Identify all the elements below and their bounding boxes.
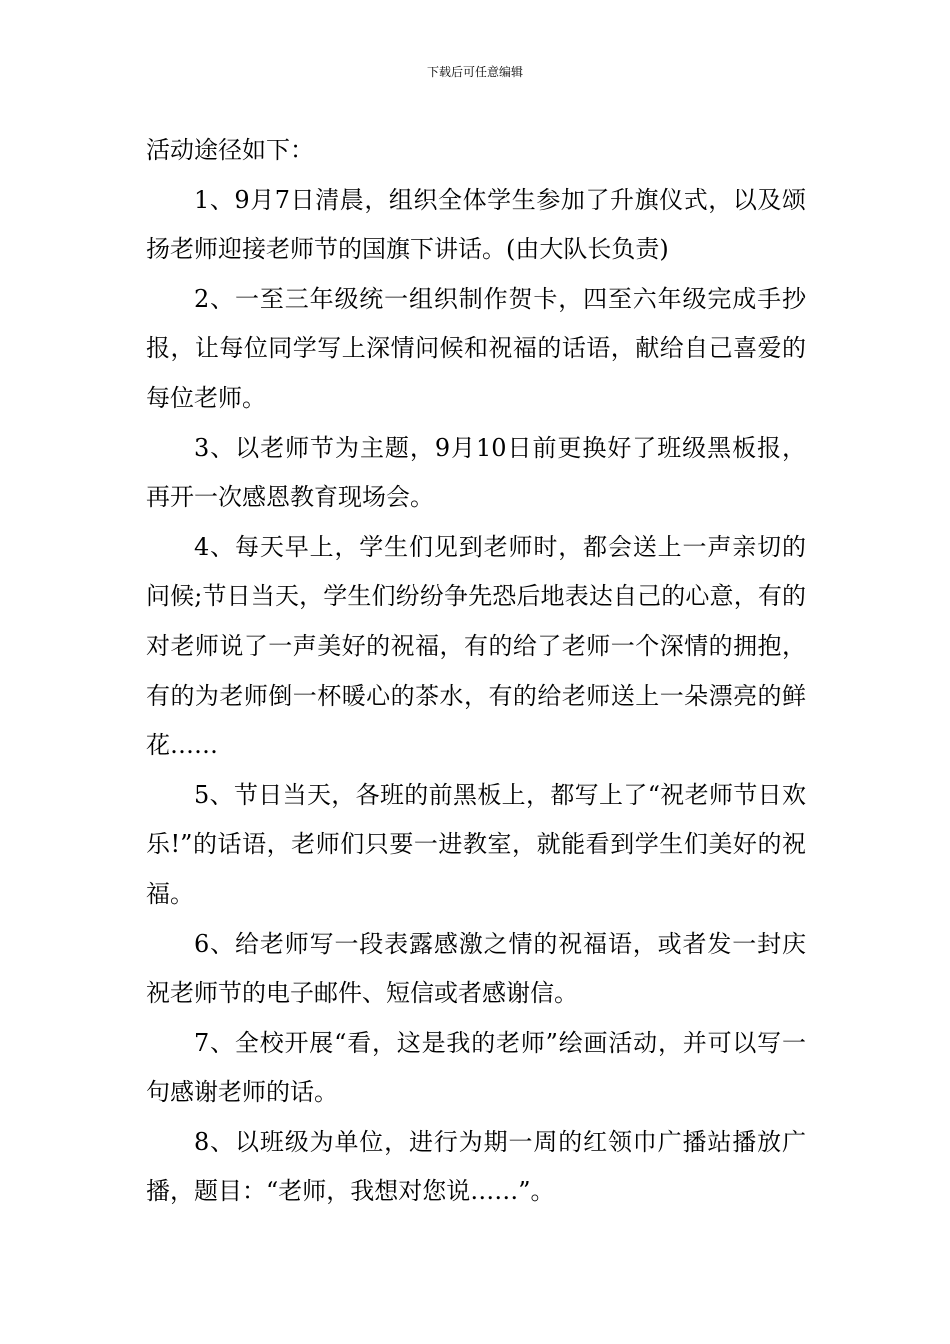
page-header: 下载后可任意编辑 — [426, 65, 523, 79]
list-item: 1、9月7日清晨，组织全体学生参加了升旗仪式，以及颂扬老师迎接老师节的国旗下讲话。(由大队长负责) — [146, 185, 806, 264]
list-item: 4、每天早上，学生们见到老师时，都会送上一声亲切的问候;节日当天，学生们纷纷争先恐后地表达自己的心意，有的对老师说了一声美好的祝福，有的给了老师一个深情的拥抱，有的为老师倒一杯暖心的茶水，有的给老师送上一朵漂亮的鲜花…… — [146, 532, 806, 760]
list-item: 8、以班级为单位，进行为期一周的红领巾广播站播放广播，题目：“老师，我想对您说……”。 — [146, 1127, 806, 1206]
list-item: 6、给老师写一段表露感激之情的祝福语，或者发一封庆祝老师节的电子邮件、短信或者感谢信。 — [146, 929, 806, 1008]
list-item: 5、节日当天，各班的前黑板上，都写上了“祝老师节日欢乐!”的话语，老师们只要一进教室，就能看到学生们美好的祝福。 — [146, 780, 806, 908]
list-item: 7、全校开展“看，这是我的老师”绘画活动，并可以写一句感谢老师的话。 — [146, 1028, 806, 1107]
document-body — [146, 126, 806, 1217]
intro-paragraph: 活动途径如下： — [146, 136, 314, 164]
list-item: 3、以老师节为主题，9月10日前更换好了班级黑板报，再开一次感恩教育现场会。 — [146, 433, 806, 512]
list-item: 2、一至三年级统一组织制作贺卡，四至六年级完成手抄报，让每位同学写上深情问候和祝福的话语，献给自己喜爱的每位老师。 — [146, 284, 806, 412]
